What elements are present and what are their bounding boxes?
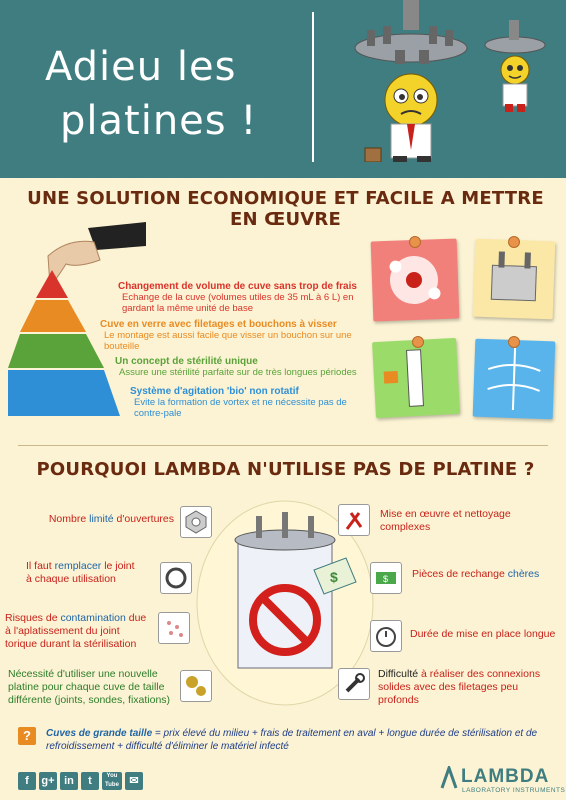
issue-left-2: Il faut remplacer le joint à chaque utilisation: [26, 560, 135, 585]
issue-right-3: Durée de mise en place longue: [410, 628, 556, 640]
svg-text:$: $: [330, 569, 338, 585]
mail-icon[interactable]: ✉: [125, 772, 143, 790]
tools-icon: [338, 504, 370, 536]
brand-name: LAMBDA: [461, 766, 550, 787]
facebook-icon[interactable]: f: [18, 772, 36, 790]
pin-icon: [409, 236, 421, 248]
question-icon: ?: [18, 727, 36, 745]
wrench-icon: [338, 668, 370, 700]
feature-text-2: Le montage est aussi facile que visser un bouchon sur une bouteille: [104, 330, 352, 352]
feature-text-1: Echange de la cuve (volumes utiles de 35 mL à 6 L) en gardant la même unité de base: [122, 292, 354, 314]
feature-item-1: [118, 281, 370, 314]
money-icon: [370, 562, 402, 594]
feature-title-4: Système d'agitation 'bio' non rotatif: [130, 386, 299, 397]
feature-title-1: Changement de volume de cuve sans trop de frais: [118, 281, 357, 292]
brand-subtitle: LABORATORY INSTRUMENTS: [462, 787, 566, 794]
stopwatch-icon: [370, 620, 402, 652]
feature-title-3: Un concept de stérilité unique: [115, 356, 258, 367]
divider: [18, 445, 548, 446]
google-plus-icon[interactable]: g+: [39, 772, 57, 790]
twitter-icon[interactable]: t: [81, 772, 99, 790]
feature-text-4: Evite la formation de vortex et ne nécessite pas de contre-pale: [134, 397, 347, 419]
bacteria-icon: [158, 612, 190, 644]
issue-left-3: Risques de contamination due à l'aplatissement du joint torique durant la stérilisation: [5, 612, 147, 650]
feature-text-3: Assure une stérilité parfaite sur de très longues périodes: [119, 367, 357, 378]
lambda-logo-icon: [440, 766, 458, 790]
gears-icon: [180, 670, 212, 702]
issue-right-1: Mise en œuvre et nettoyage complexes: [380, 508, 511, 533]
svg-text:$: $: [383, 574, 389, 584]
section1-heading: UNE SOLUTION ECONOMIQUE ET FACILE A METTRE EN ŒUVRE: [27, 188, 544, 230]
nut-icon: [180, 506, 212, 538]
note-blue: [473, 339, 556, 420]
feature-item-3: [115, 356, 365, 378]
note-red: [371, 239, 460, 322]
o-ring-icon: [160, 562, 192, 594]
feature-title-2: Cuve en verre avec filetages et bouchons à visser: [100, 319, 337, 330]
cuves-note: [46, 727, 546, 753]
youtube-icon[interactable]: You Tube: [102, 772, 122, 790]
page-title-line2: platines !: [60, 98, 258, 144]
header-divider: [312, 12, 314, 162]
cuves-label: Cuves de grande taille: [46, 728, 153, 739]
page-title-line1: Adieu les: [45, 44, 237, 90]
feature-item-2: [100, 319, 358, 352]
section2-heading: POURQUOI LAMBDA N'UTILISE PAS DE PLATINE ?: [36, 459, 535, 480]
issue-right-2: Pièces de rechange chères: [412, 568, 540, 580]
linkedin-icon[interactable]: in: [60, 772, 78, 790]
note-green: [372, 338, 460, 418]
wave-divider: [0, 162, 566, 186]
pin-icon: [508, 236, 520, 248]
issue-left-4: Nécessité d'utiliser une nouvelle platine pour chaque cuve de taille différente (joints, sondes, fixations): [8, 668, 171, 706]
issue-left-1: Nombre limité d'ouvertures: [48, 513, 174, 525]
note-yellow: [473, 239, 556, 320]
cartoon-illustration: [325, 0, 565, 175]
feature-item-4: [130, 386, 360, 419]
pin-icon: [412, 336, 424, 348]
cuves-text: = prix élevé du milieu + frais de traitement en aval + longue durée de stérilisation et de refroidissement + difficulté d'éliminer le matériel infecté: [46, 728, 538, 752]
pin-icon: [508, 336, 520, 348]
issue-right-4: Difficulté à réaliser des connexions solides avec des filetages peu profonds: [378, 668, 541, 706]
